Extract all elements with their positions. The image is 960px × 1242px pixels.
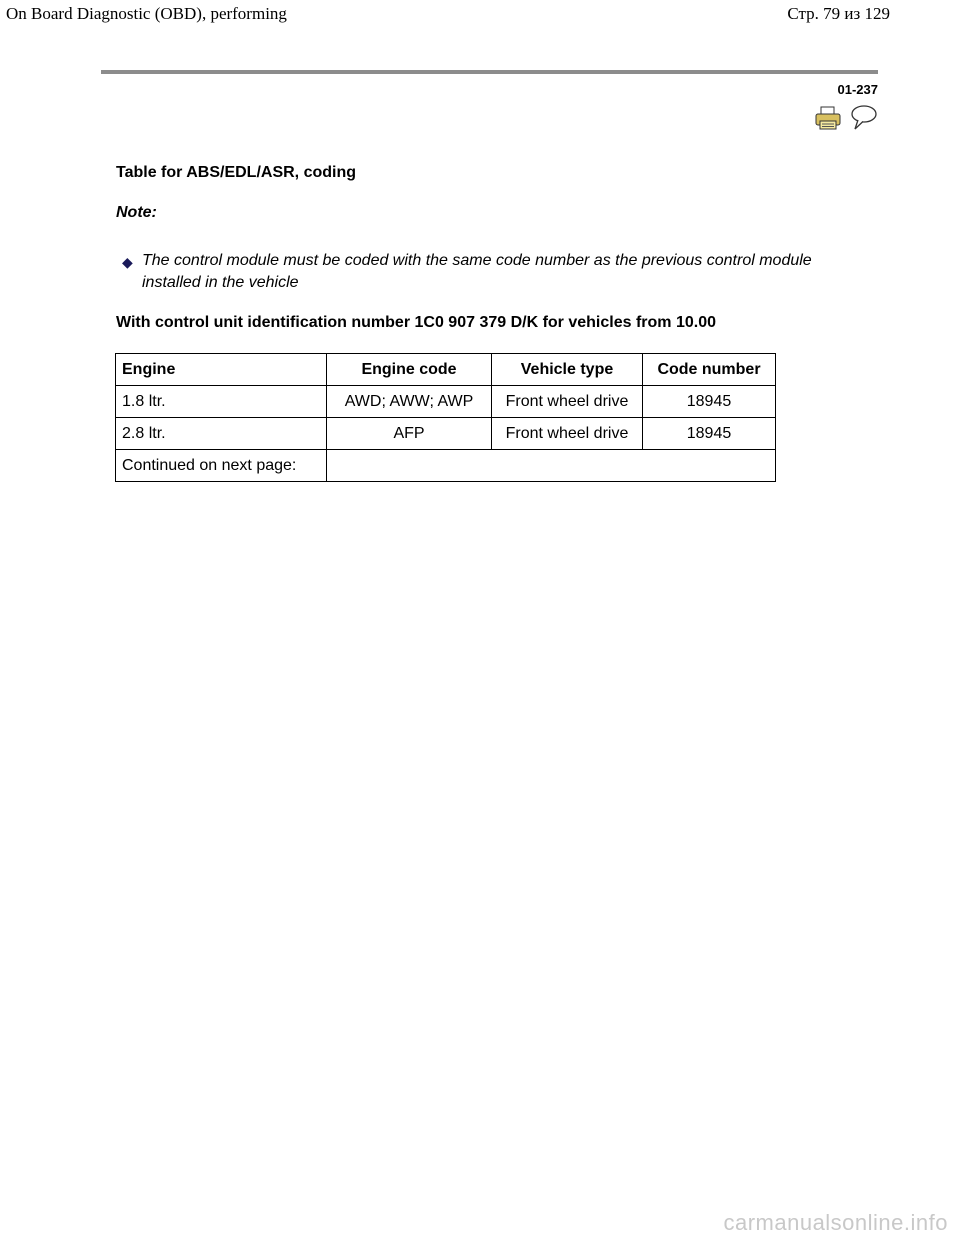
document-number: 01-237 [837,82,878,97]
table-row [116,386,776,418]
header-rule [101,70,878,74]
cell-engine-code: AWD; AWW; AWP [327,386,492,418]
note-text: The control module must be coded with the same code number as the previous control module installed in the vehicle [142,252,812,291]
diamond-bullet-icon: ◆ [122,254,133,270]
cell-vehicle-type: Front wheel drive [492,418,643,450]
printer-icon[interactable] [815,106,841,130]
table-header-row [116,354,776,386]
cell-code-number: 18945 [643,386,776,418]
table-row [116,418,776,450]
cell-vehicle-type: Front wheel drive [492,386,643,418]
column-header-vehicle-type: Vehicle type [492,354,643,386]
cell-code-number: 18945 [643,418,776,450]
document-title: On Board Diagnostic (OBD), performing [6,4,287,23]
cell-engine: 2.8 ltr. [116,418,327,450]
page-indicator: Стр. 79 из 129 [787,4,890,23]
note-label: Note: [116,204,157,221]
column-header-code-number: Code number [643,354,776,386]
note-bullet [122,250,862,294]
coding-table [115,353,776,482]
section-title: Table for ABS/EDL/ASR, coding [116,164,357,181]
cell-engine-code: AFP [327,418,492,450]
column-header-engine: Engine [116,354,327,386]
column-header-engine-code: Engine code [327,354,492,386]
watermark: carmanualsonline.info [723,1210,948,1235]
continued-note: Continued on next page: [116,450,327,482]
empty-cell [327,450,776,482]
speech-bubble-icon[interactable] [848,104,878,132]
table-continued-row [116,450,776,482]
table-subheading: With control unit identification number 1C0 907 379 D/K for vehicles from 10.00 [116,314,716,331]
cell-engine: 1.8 ltr. [116,386,327,418]
